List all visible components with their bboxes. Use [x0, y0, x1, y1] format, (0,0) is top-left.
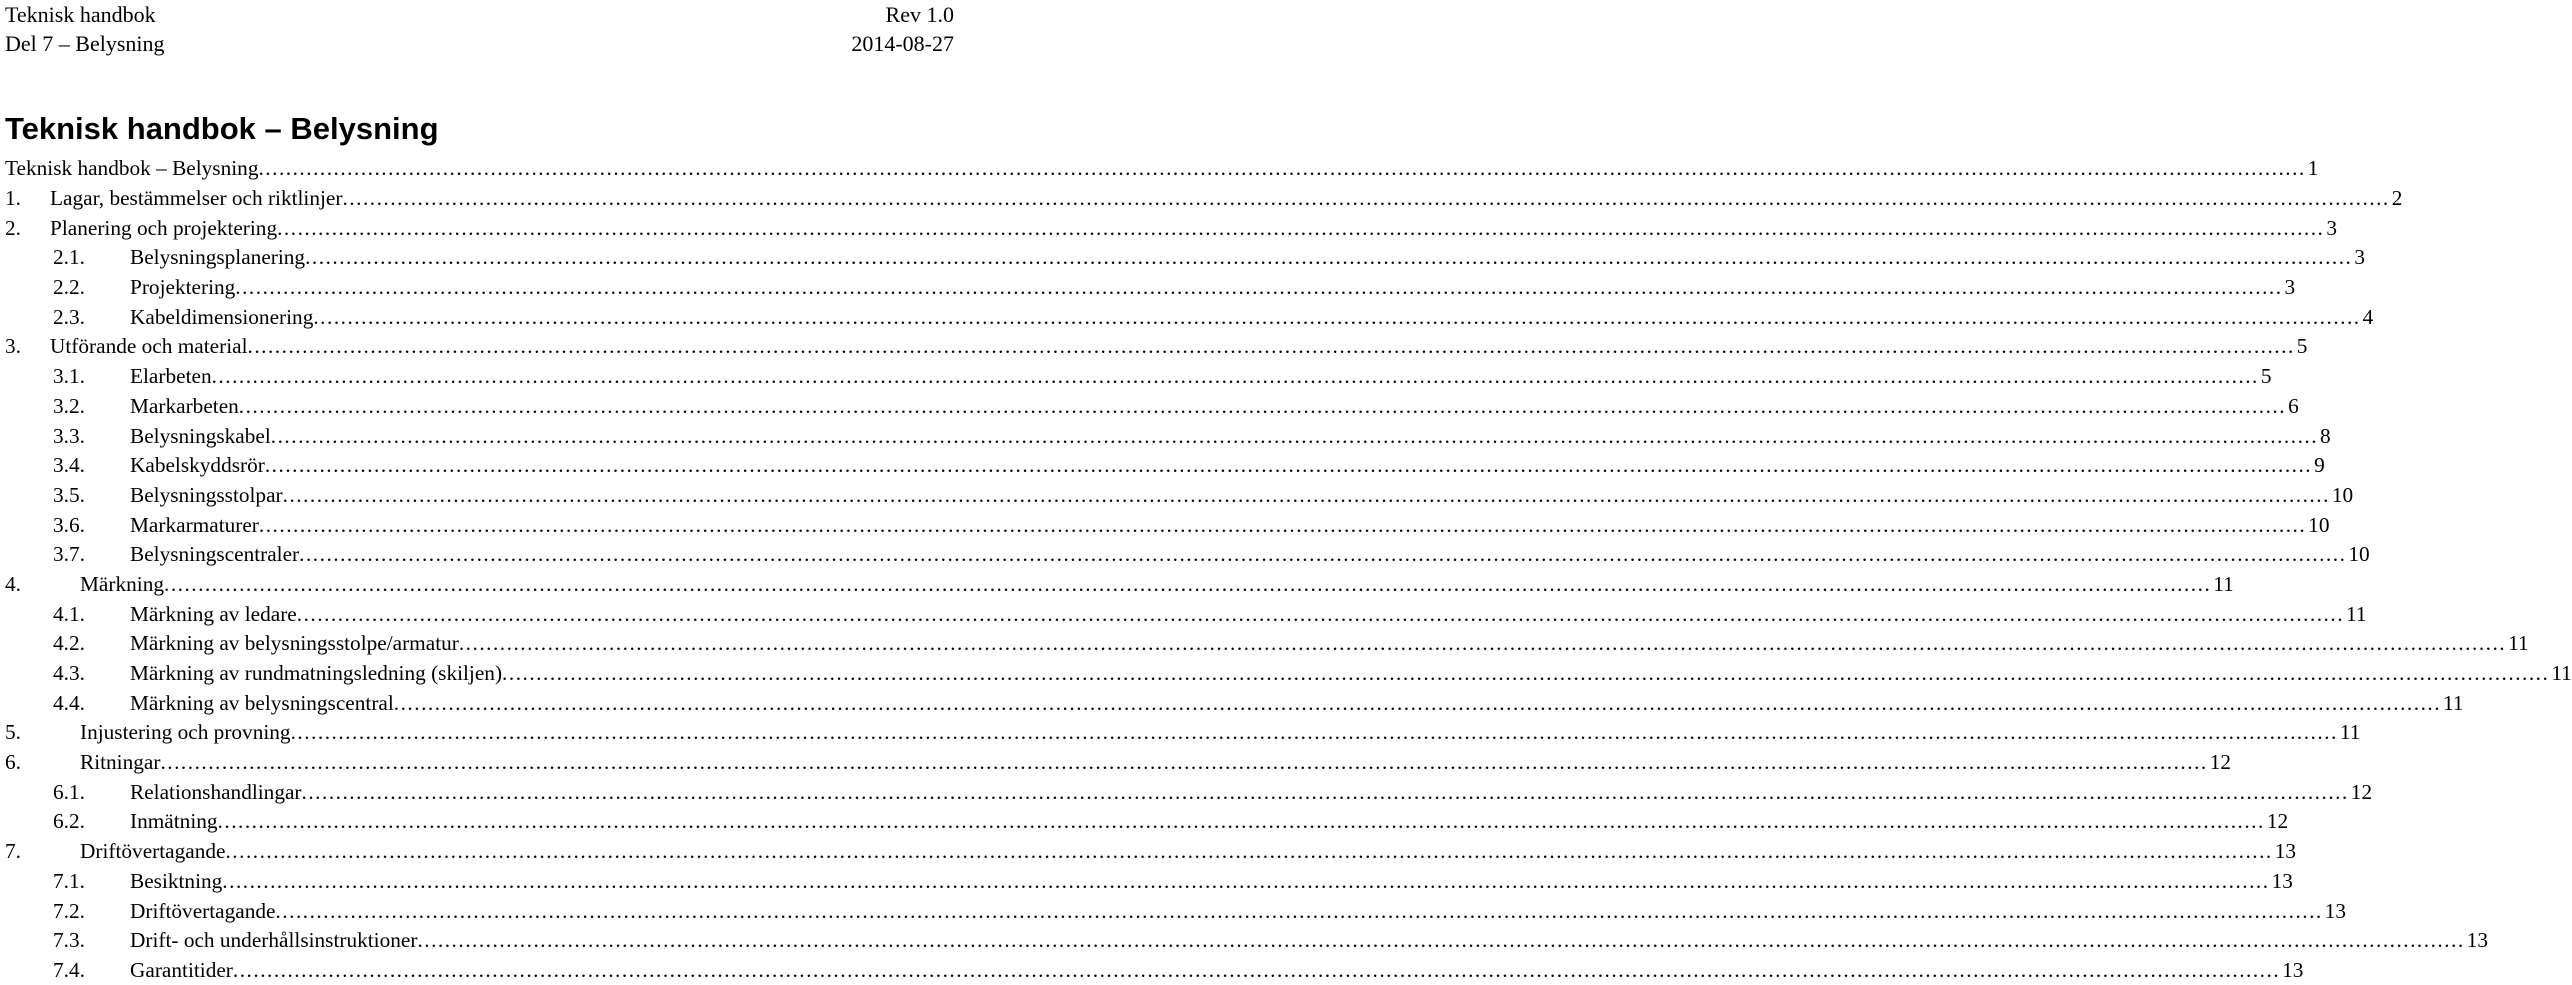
toc-entry[interactable]: [0, 184, 2403, 214]
toc-entry[interactable]: [0, 392, 2299, 422]
toc-dot-leader: ............................................................................................................................................................................................................................................................................................................: [232, 957, 2281, 982]
toc-entry[interactable]: [0, 748, 2232, 778]
toc-entry-label: Besiktning: [130, 868, 223, 893]
toc-entry[interactable]: [0, 213, 2338, 243]
toc-entry-number: 2.: [5, 215, 21, 240]
toc-entry-label: Belysningsplanering: [130, 245, 306, 270]
toc-entry-number: 4.2.: [53, 631, 85, 656]
header-document-name: Teknisk handbok: [5, 2, 156, 27]
toc-dot-leader: ............................................................................................................................................................................................................................................................................................................: [238, 393, 2287, 418]
toc-entry-number: 4.: [5, 571, 21, 596]
toc-entry[interactable]: [0, 302, 2374, 332]
toc-entry-page: 9: [2314, 453, 2325, 478]
toc-entry-number: 4.4.: [53, 690, 85, 715]
toc-entry[interactable]: [0, 451, 2325, 481]
toc-entry[interactable]: [0, 926, 2488, 956]
toc-entry-label: Inmätning: [130, 809, 218, 834]
toc-entry[interactable]: [0, 659, 2572, 689]
toc-entry-number: 7.: [5, 839, 21, 864]
toc-entry-page: 12: [2266, 809, 2289, 834]
toc-entry-number: 4.3.: [53, 661, 85, 686]
toc-entry[interactable]: [0, 273, 2296, 303]
toc-dot-leader: ............................................................................................................................................................................................................................................................................................................: [164, 571, 2212, 596]
toc-entry-number: 2.3.: [53, 304, 85, 329]
toc-entry[interactable]: [0, 599, 2367, 629]
toc-entry-page: 10: [2331, 482, 2354, 507]
toc-entry-number: 6.1.: [53, 779, 85, 804]
toc-entry-page: 3: [2354, 245, 2366, 270]
toc-entry-number: 3.3.: [53, 423, 85, 448]
toc-dot-leader: ............................................................................................................................................................................................................................................................................................................: [225, 839, 2273, 864]
toc-dot-leader: ............................................................................................................................................................................................................................................................................................................: [264, 453, 2313, 478]
toc-entry-label: Ritningar: [80, 750, 161, 775]
toc-dot-leader: ............................................................................................................................................................................................................................................................................................................: [299, 542, 2347, 567]
toc-entry-number: 3.5.: [53, 482, 85, 507]
toc-entry-number: 4.1.: [53, 601, 85, 626]
toc-entry-page: 13: [2282, 957, 2304, 982]
toc-dot-leader: ............................................................................................................................................................................................................................................................................................................: [301, 779, 2349, 804]
toc-entry-number: 7.3.: [53, 928, 85, 953]
toc-entry-label: Belysningskabel: [130, 423, 271, 448]
page-header: [5, 0, 954, 58]
toc-dot-leader: ............................................................................................................................................................................................................................................................................................................: [417, 928, 2465, 953]
toc-dot-leader: ............................................................................................................................................................................................................................................................................................................: [502, 661, 2550, 686]
toc-entry-number: 6.: [5, 750, 21, 775]
toc-entry-label: Garantitider: [130, 957, 233, 982]
toc-entry-number: 6.2.: [53, 809, 85, 834]
toc-entry-label: Utförande och material: [50, 334, 248, 359]
toc-entry-page: 4: [2362, 304, 2374, 329]
toc-dot-leader: ............................................................................................................................................................................................................................................................................................................: [282, 482, 2330, 507]
toc-entry-label: Belysningsstolpar: [130, 482, 283, 507]
toc-entry[interactable]: [0, 777, 2373, 807]
toc-dot-leader: ............................................................................................................................................................................................................................................................................................................: [258, 156, 2306, 181]
toc-dot-leader: ............................................................................................................................................................................................................................................................................................................: [247, 334, 2295, 359]
toc-entry-page: 13: [2466, 928, 2488, 953]
toc-entry-number: 1.: [5, 186, 21, 211]
toc-entry[interactable]: [0, 570, 2234, 600]
toc-dot-leader: ............................................................................................................................................................................................................................................................................................................: [275, 898, 2323, 923]
toc-entry-page: 10: [2348, 542, 2370, 567]
header-section: Del 7 – Belysning: [5, 31, 165, 56]
toc-entry[interactable]: [0, 154, 2319, 184]
toc-entry-label: Drift- och underhållsinstruktioner: [130, 928, 418, 953]
toc-entry[interactable]: [0, 629, 2529, 659]
toc-entry-number: 2.1.: [53, 245, 85, 270]
toc-dot-leader: ............................................................................................................................................................................................................................................................................................................: [290, 720, 2338, 745]
header-revision: Rev 1.0: [885, 2, 954, 27]
toc-entry[interactable]: [0, 243, 2366, 273]
toc-entry[interactable]: [0, 807, 2289, 837]
toc-entry-page: 13: [2324, 898, 2347, 923]
toc-entry-number: 3.6.: [53, 512, 85, 537]
toc-dot-leader: ............................................................................................................................................................................................................................................................................................................: [222, 868, 2270, 893]
toc-entry-page: 5: [2260, 364, 2272, 389]
toc-entry-label: Elarbeten: [130, 364, 212, 389]
toc-entry-label: Projektering: [130, 275, 236, 300]
toc-dot-leader: ............................................................................................................................................................................................................................................................................................................: [393, 690, 2442, 715]
toc-dot-leader: ............................................................................................................................................................................................................................................................................................................: [217, 809, 2265, 834]
toc-entry-number: 7.2.: [53, 898, 85, 923]
toc-entry-label: Kabelskyddsrör: [130, 453, 265, 478]
toc-entry-label: Injustering och provning: [80, 720, 291, 745]
toc-entry-label: Lagar, bestämmelser och riktlinjer: [50, 186, 343, 211]
toc-entry-label: Märkning av belysningsstolpe/armatur: [130, 631, 459, 656]
toc-entry-label: Planering och projektering: [50, 215, 278, 240]
toc-entry-number: 7.1.: [53, 868, 85, 893]
toc-entry-label: Kabeldimensionering: [130, 304, 314, 329]
toc-entry-number: 5.: [5, 720, 21, 745]
toc-entry-label: Relationshandlingar: [130, 779, 302, 804]
toc-entry[interactable]: [0, 481, 2354, 511]
toc-dot-leader: ............................................................................................................................................................................................................................................................................................................: [270, 423, 2319, 448]
toc-entry-label: Märkning: [80, 571, 164, 596]
toc-dot-leader: ............................................................................................................................................................................................................................................................................................................: [211, 364, 2259, 389]
toc-entry[interactable]: [0, 867, 2293, 897]
toc-entry-number: 3.: [5, 334, 21, 359]
toc-entry-label: Märkning av belysningscentral: [130, 690, 394, 715]
toc-dot-leader: ............................................................................................................................................................................................................................................................................................................: [296, 601, 2345, 626]
toc-entry-number: 3.7.: [53, 542, 85, 567]
table-of-contents: [0, 154, 2572, 985]
toc-entry-page: 3: [2284, 275, 2296, 300]
toc-entry-label: Markarmaturer: [130, 512, 259, 537]
toc-entry-number: 2.2.: [53, 275, 85, 300]
toc-entry[interactable]: [0, 718, 2361, 748]
toc-entry-page: 2: [2391, 186, 2403, 211]
toc-entry[interactable]: [0, 510, 2330, 540]
toc-entry-page: 11: [2443, 690, 2464, 715]
toc-entry-page: 12: [2209, 750, 2232, 775]
toc-entry-page: 13: [2274, 839, 2297, 864]
toc-entry-page: 3: [2326, 215, 2338, 240]
toc-entry-number: 3.1.: [53, 364, 85, 389]
header-row-bottom: [5, 29, 954, 58]
toc-entry-label: Belysningscentraler: [130, 542, 300, 567]
toc-entry-number: 3.4.: [53, 453, 85, 478]
toc-entry-page: 11: [2339, 720, 2361, 745]
toc-entry-page: 6: [2288, 393, 2299, 418]
toc-dot-leader: ............................................................................................................................................................................................................................................................................................................: [342, 186, 2390, 211]
toc-entry[interactable]: [0, 421, 2331, 451]
toc-dot-leader: ............................................................................................................................................................................................................................................................................................................: [258, 512, 2307, 537]
toc-dot-leader: ............................................................................................................................................................................................................................................................................................................: [313, 304, 2361, 329]
toc-entry-page: 11: [2213, 571, 2234, 596]
toc-entry-label: Teknisk handbok – Belysning: [5, 156, 259, 181]
header-date: 2014-08-27: [851, 31, 954, 56]
toc-entry-page: 1: [2307, 156, 2319, 181]
toc-dot-leader: ............................................................................................................................................................................................................................................................................................................: [235, 275, 2283, 300]
toc-entry-label: Märkning av ledare: [130, 601, 297, 626]
toc-entry-number: 7.4.: [53, 957, 85, 982]
toc-entry-page: 11: [2508, 631, 2529, 656]
toc-dot-leader: ............................................................................................................................................................................................................................................................................................................: [305, 245, 2353, 270]
toc-entry[interactable]: [0, 540, 2370, 570]
toc-entry-page: 5: [2296, 334, 2308, 359]
toc-entry[interactable]: [0, 332, 2308, 362]
toc-dot-leader: ............................................................................................................................................................................................................................................................................................................: [458, 631, 2507, 656]
toc-entry[interactable]: [0, 362, 2272, 392]
toc-entry[interactable]: [0, 956, 2304, 985]
page-title: Teknisk handbok – Belysning: [5, 111, 439, 146]
toc-entry-page: 10: [2308, 512, 2330, 537]
toc-entry-page: 11: [2346, 601, 2367, 626]
toc-entry-label: Markarbeten: [130, 393, 239, 418]
header-row-top: [5, 0, 954, 29]
toc-entry-page: 8: [2320, 423, 2331, 448]
toc-dot-leader: ............................................................................................................................................................................................................................................................................................................: [160, 750, 2208, 775]
toc-dot-leader: ............................................................................................................................................................................................................................................................................................................: [277, 215, 2325, 240]
toc-entry-label: Märkning av rundmatningsledning (skiljen): [130, 661, 503, 686]
toc-entry-page: 11: [2551, 661, 2572, 686]
toc-entry[interactable]: [0, 688, 2464, 718]
toc-entry-page: 13: [2271, 868, 2293, 893]
toc-entry-page: 12: [2350, 779, 2373, 804]
toc-entry[interactable]: [0, 837, 2297, 867]
toc-entry[interactable]: [0, 896, 2347, 926]
toc-entry-label: Driftövertagande: [80, 839, 226, 864]
toc-entry-number: 3.2.: [53, 393, 85, 418]
toc-entry-label: Driftövertagande: [130, 898, 276, 923]
